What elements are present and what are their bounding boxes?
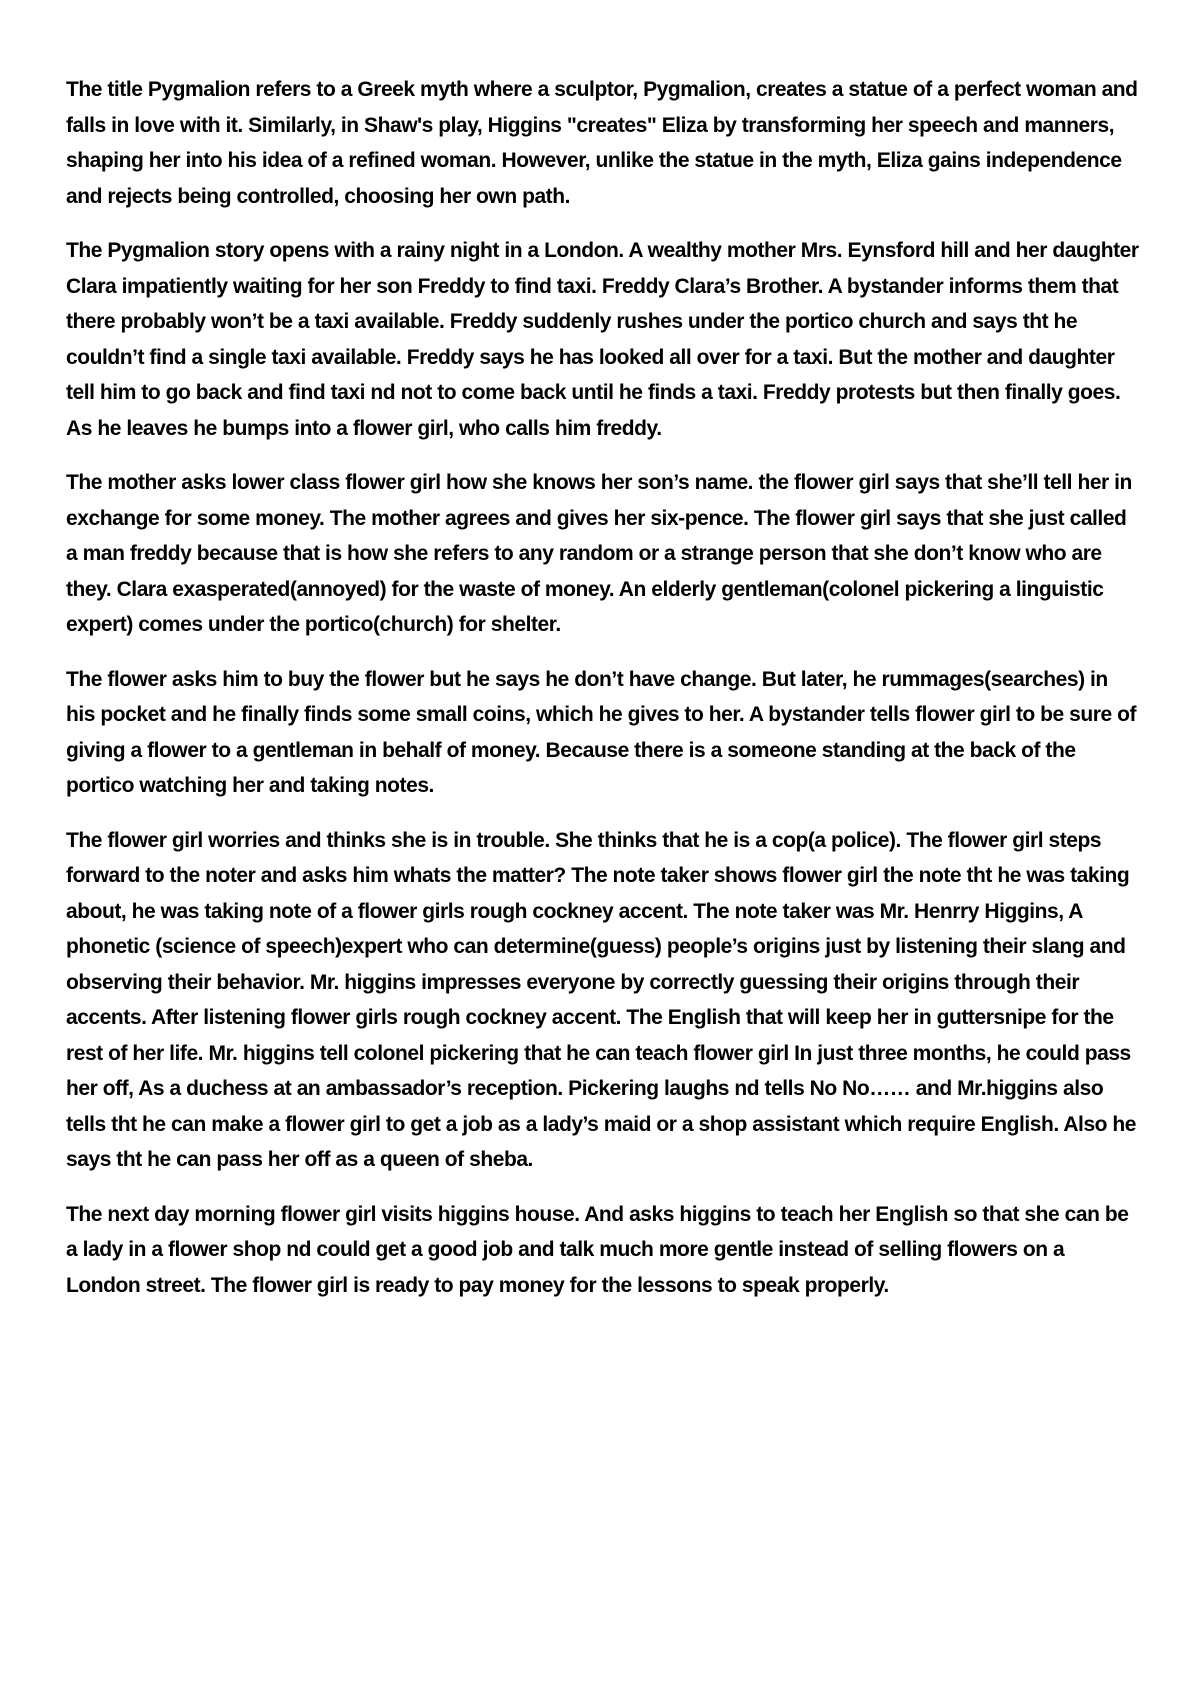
paragraph-story-opening: The Pygmalion story opens with a rainy night in a London. A wealthy mother Mrs. Eynsford hill and her daughter Clara impatiently waiting for her son Freddy to find taxi. Freddy Clara’s Brother. A bystander informs them that there probably won’t be a taxi available. Freddy suddenly rushes under the portico church and says tht he couldn’t find a single taxi available. Freddy says he has looked all over for a taxi. But the mother and daughter tell him to go back and find taxi nd not to come back until he finds a taxi. Freddy protests but then finally goes. As he leaves he bumps into a flower girl, who calls him freddy. xyxy=(66,239,1139,440)
paragraph-mother-flower-girl: The mother asks lower class flower girl how she knows her son’s name. the flower girl says that she’ll tell her in exchange for some money. The mother agrees and gives her six-pence. The flower girl says that she just called a man freddy because that is how she refers to any random or a strange person that she don’t know who are they. Clara exasperated(annoyed) for the waste of money. An elderly gentleman(colonel pickering a linguistic expert) comes under the portico(church) for shelter. xyxy=(66,471,1132,636)
document-text xyxy=(66,72,1140,1303)
paragraph-next-day-visit: The next day morning flower girl visits higgins house. And asks higgins to teach her English so that she can be a lady in a flower shop nd could get a good job and talk much more gentle instead of selling flowers on a London street. The flower girl is ready to pay money for the lessons to speak properly. xyxy=(66,1202,1129,1297)
paragraph-note-taker-higgins: The flower girl worries and thinks she is in trouble. She thinks that he is a cop(a police). The flower girl steps forward to the noter and asks him whats the matter? The note taker shows flower girl the note tht he was taking about, he was taking note of a flower girls rough cockney accent. The note taker was Mr. Henrry Higgins, A phonetic (science of speech)expert who can determine(guess) people’s origins just by listening their slang and observing their behavior. Mr. higgins impresses everyone by correctly guessing their origins through their accents. After listening flower girls rough cockney accent. The English that will keep her in guttersnipe for the rest of her life. Mr. higgins tell colonel pickering that he can teach flower girl In just three months, he could pass her off, As a duchess at an ambassador’s reception. Pickering laughs nd tells No No…… and Mr.higgins also tells tht he can make a flower girl to get a job as a lady’s maid or a shop assistant which require English. Also he says tht he can pass her off as a queen of sheba. xyxy=(66,828,1137,1171)
paragraph-gentleman-coins: The flower asks him to buy the flower but he says he don’t have change. But later, he rummages(searches) in his pocket and he finally finds some small coins, which he gives to her. A bystander tells flower girl to be sure of giving a flower to a gentleman in behalf of money. Because there is a someone standing at the back of the portico watching her and taking notes. xyxy=(66,667,1137,797)
paragraph-intro-myth: The title Pygmalion refers to a Greek myth where a sculptor, Pygmalion, creates a statue of a perfect woman and falls in love with it. Similarly, in Shaw's play, Higgins "creates" Eliza by transforming her speech and manners, shaping her into his idea of a refined woman. However, unlike the statue in the myth, Eliza gains independence and rejects being controlled, choosing her own path. xyxy=(66,78,1138,208)
